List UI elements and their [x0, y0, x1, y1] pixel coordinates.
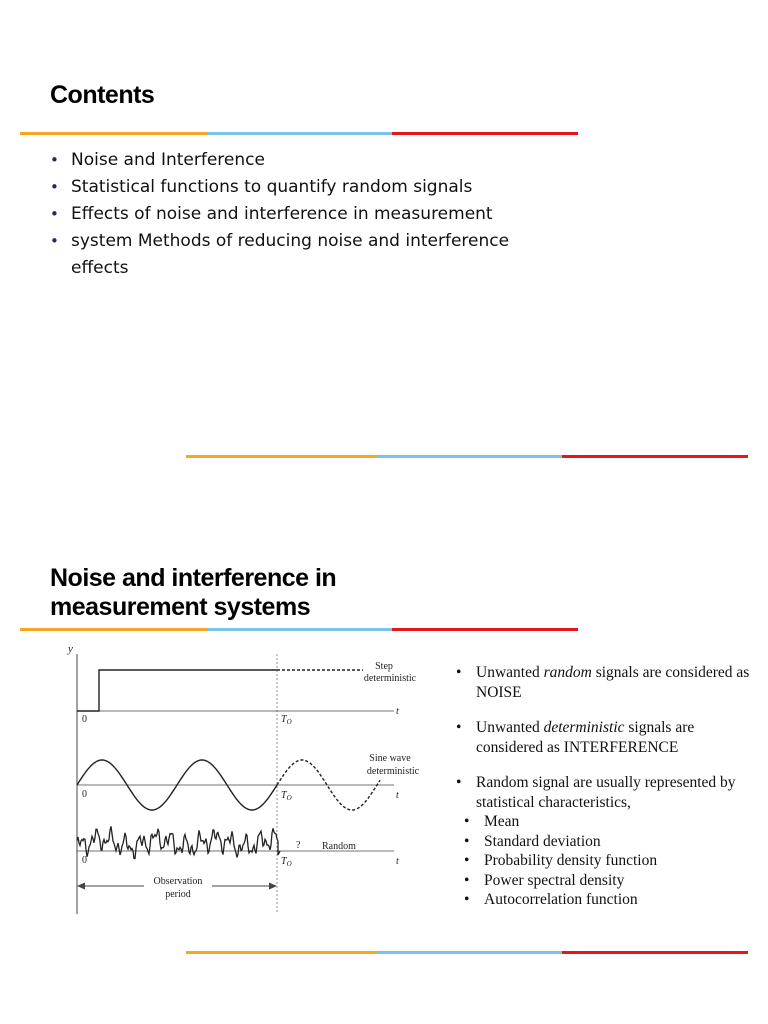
origin-label: 0 — [82, 789, 87, 800]
contents-list — [50, 147, 570, 282]
y-axis-label: y — [68, 643, 73, 655]
sublist-item: • Mean — [484, 812, 756, 832]
t-axis-label: t — [396, 706, 399, 717]
list-item: • Noise and Interference — [50, 147, 570, 174]
unknown-marker: ? — [296, 840, 301, 851]
title-divider — [20, 628, 578, 631]
list-item: • Unwanted random signals are considered as NOISE — [456, 663, 756, 702]
arrow-right-icon — [269, 883, 277, 890]
random-signal — [77, 826, 280, 858]
observation-period-label: period — [165, 889, 191, 900]
step-label: deterministic — [363, 673, 417, 684]
t-axis-label: t — [396, 790, 399, 801]
list-item: • system Methods of reducing noise and interference effects — [50, 228, 570, 282]
list-item: • Statistical functions to quantify random signals — [50, 174, 570, 201]
page-title: Contents — [50, 81, 155, 109]
title-divider — [20, 132, 578, 135]
sublist-item: • Probability density function — [484, 851, 756, 871]
list-item: • Random signal are usually represented by statistical characteristics, — [456, 773, 756, 812]
slide-footer-divider — [186, 455, 748, 458]
section-title: Noise and interference in measurement systems — [50, 564, 337, 621]
origin-label: 0 — [82, 714, 87, 725]
step-signal — [77, 670, 277, 711]
step-label: Step — [375, 661, 393, 672]
sublist-item: • Autocorrelation function — [484, 890, 756, 910]
arrow-left-icon — [77, 883, 85, 890]
sublist-item: • Power spectral density — [484, 871, 756, 891]
observation-end-label: $T_O$ — [281, 856, 292, 868]
observation-end-label: $T_O$ — [281, 790, 292, 802]
t-axis-label: t — [396, 856, 399, 867]
slide-footer-divider — [186, 951, 748, 954]
list-item: • Effects of noise and interference in measurement — [50, 201, 570, 228]
sine-label: Sine wave — [369, 753, 411, 764]
sublist-item: • Standard deviation — [484, 832, 756, 852]
list-item: • Unwanted deterministic signals are considered as INTERFERENCE — [456, 718, 756, 757]
noise-definitions — [456, 663, 756, 910]
statistics-sublist — [456, 812, 756, 910]
sine-label: deterministic — [366, 766, 420, 777]
signal-types-diagram — [60, 640, 430, 920]
origin-label: 0 — [82, 855, 87, 866]
observation-period-label: Observation — [153, 876, 203, 887]
random-label: Random — [322, 841, 356, 852]
observation-end-label: $T_O$ — [281, 714, 292, 726]
